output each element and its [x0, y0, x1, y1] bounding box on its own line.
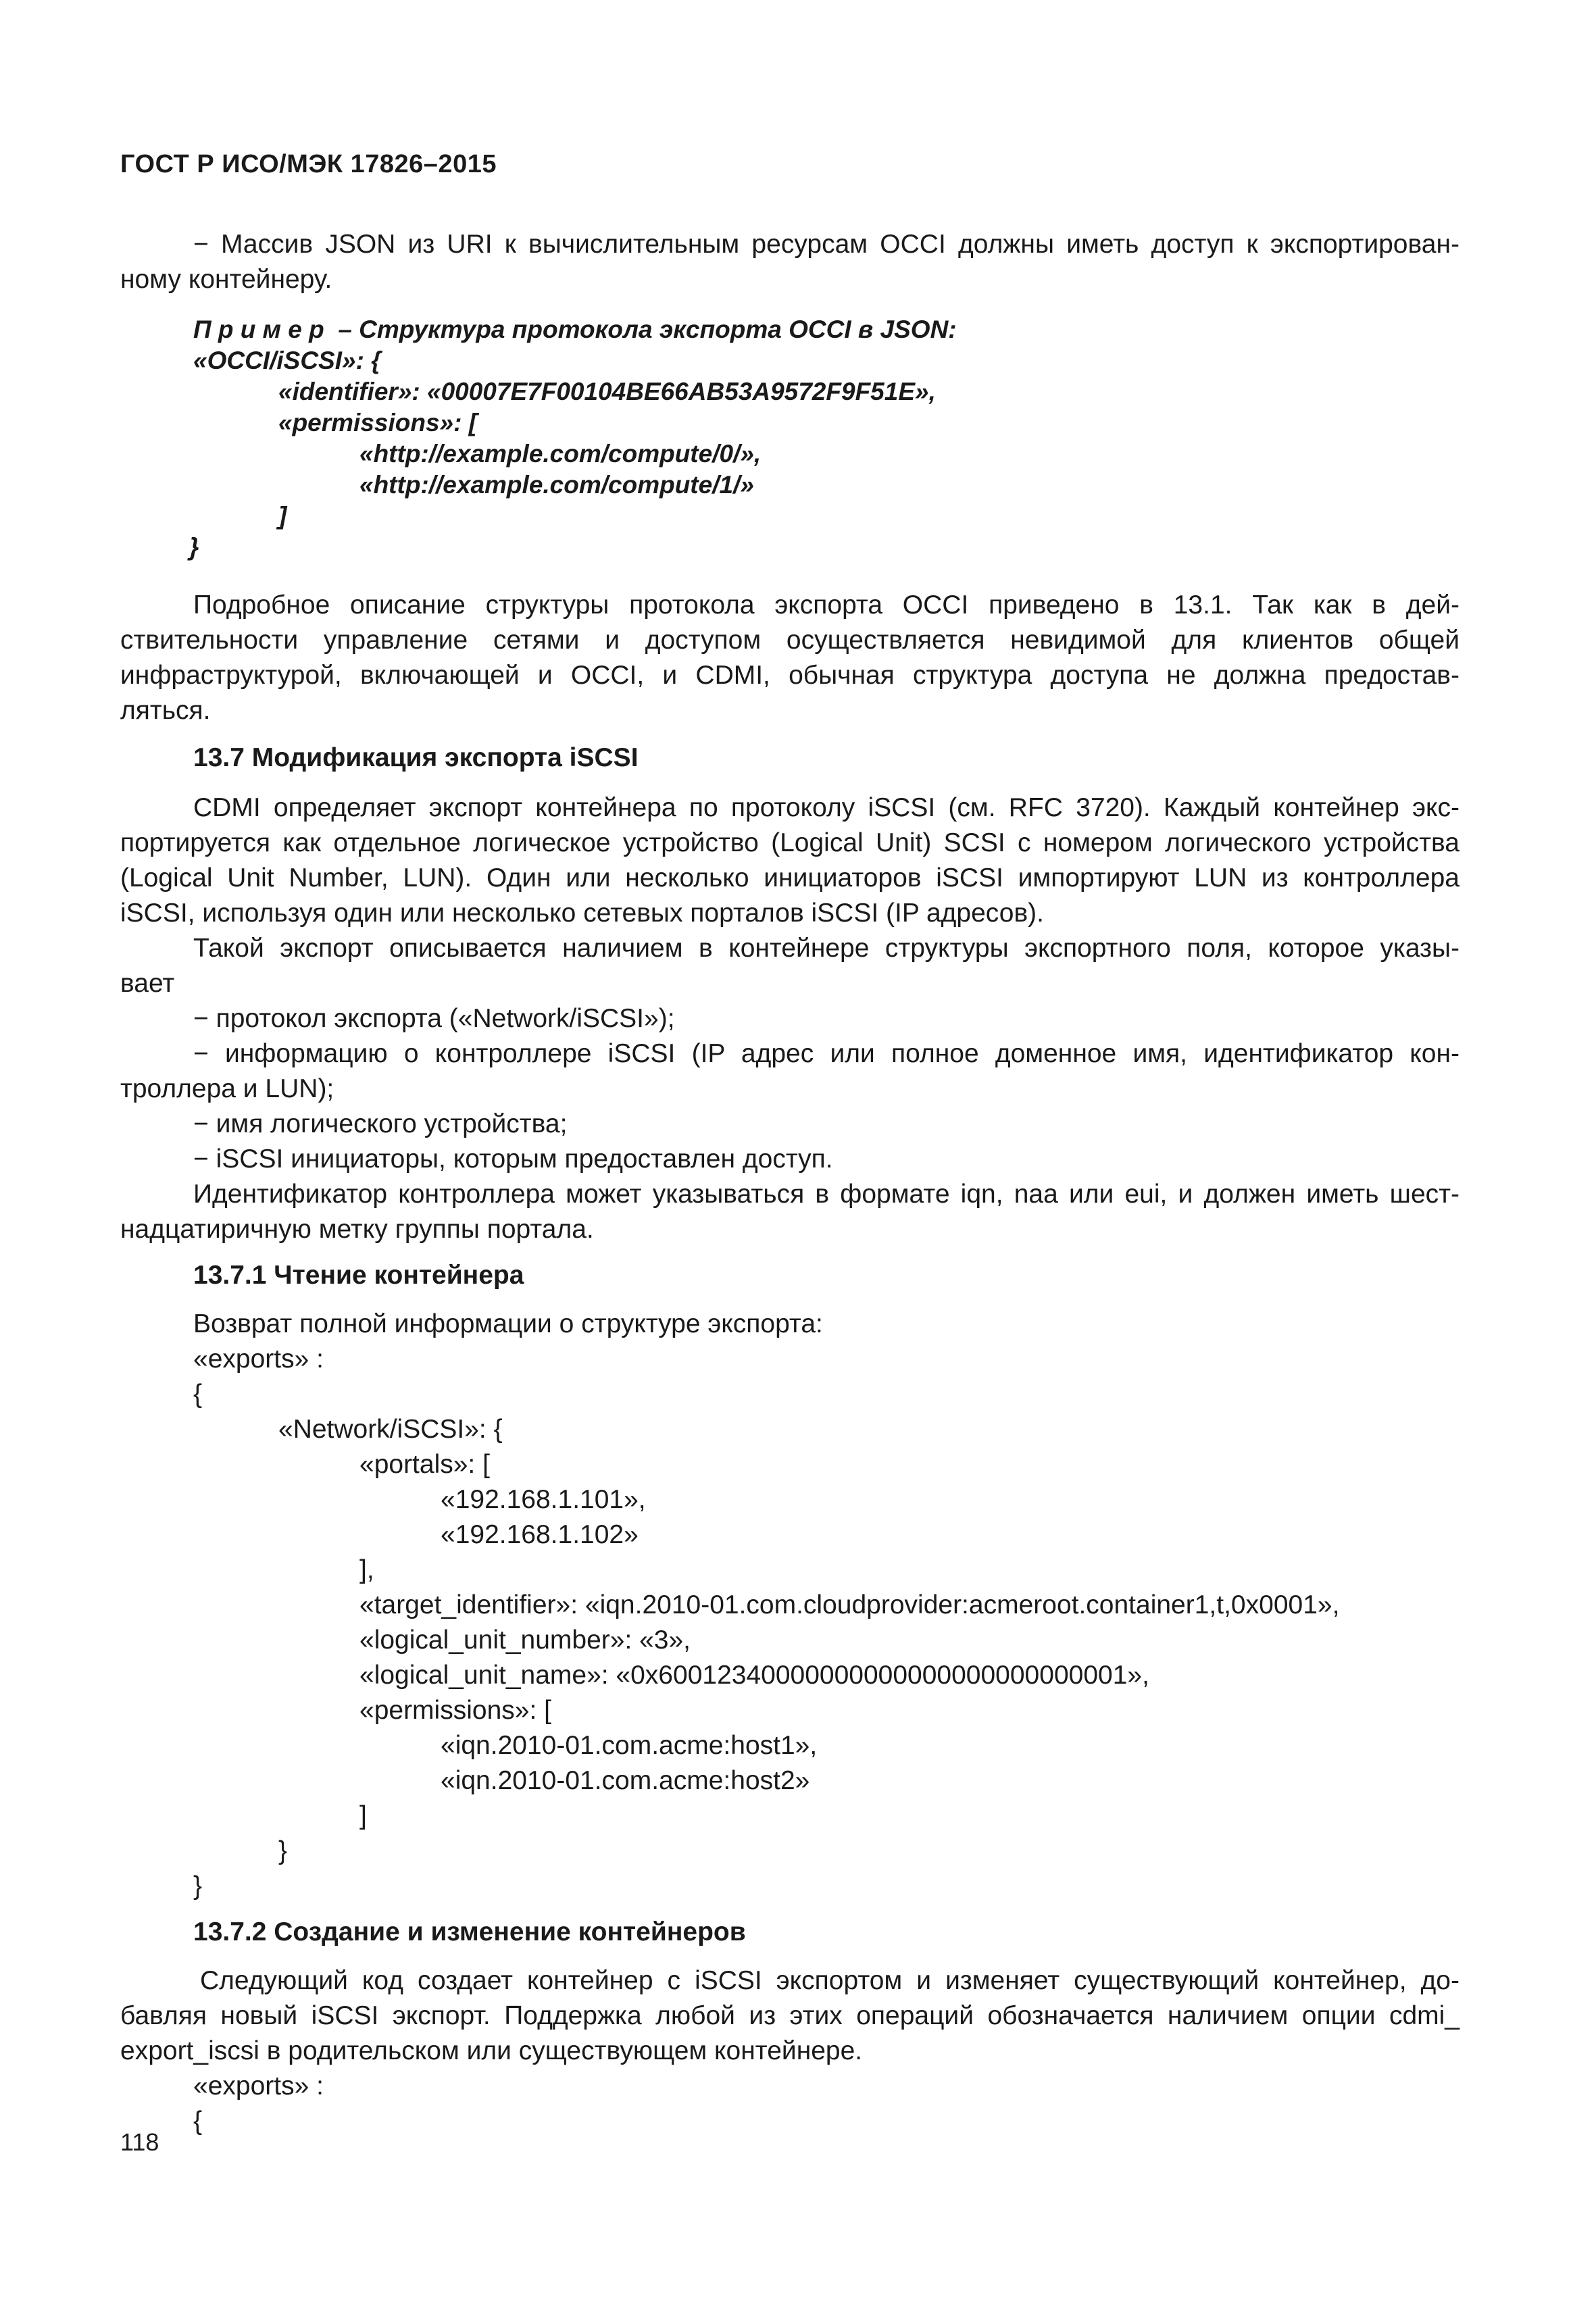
code-line: {	[193, 2107, 203, 2136]
code-line: «logical_unit_name»: «0x60012340000000000000000000000001»,	[359, 1661, 1149, 1690]
text-line: ствительности управление сетями и доступом осуществляется невидимой для клиентов общей	[120, 626, 1460, 655]
example-code-line: «http://example.com/compute/0/»,	[359, 440, 762, 468]
code-line: «iqn.2010-01.com.acme:host1»,	[441, 1731, 818, 1760]
text-line: Возврат полной информации о структуре экспорта:	[193, 1309, 823, 1338]
section-heading: 13.7 Модификация экспорта iSCSI	[193, 743, 639, 772]
list-item: − имя логического устройства;	[193, 1109, 568, 1138]
list-item: − iSCSI инициаторы, которым предоставлен доступ.	[193, 1145, 833, 1174]
text-line: CDMI определяет экспорт контейнера по протоколу iSCSI (см. RFC 3720). Каждый контейнер экс-	[193, 793, 1460, 822]
text-line: Подробное описание структуры протокола экспорта OCCI приведено в 13.1. Так как в дей-	[193, 590, 1460, 620]
code-line: «portals»: [	[359, 1450, 490, 1479]
code-line: }	[278, 1836, 288, 1865]
text-line: ляться.	[120, 696, 211, 725]
subsection-heading: 13.7.2 Создание и изменение контейнеров	[193, 1917, 746, 1946]
text-line: портируется как отдельное логическое устройство (Logical Unit) SCSI с номером логического устройства	[120, 828, 1460, 857]
code-line: {	[193, 1380, 203, 1409]
text-line: вает	[120, 969, 175, 998]
code-line: «Network/iSCSI»: {	[278, 1415, 503, 1444]
text-line: export_iscsi в родительском или существующем контейнере.	[120, 2036, 863, 2065]
example-code-line: ]	[278, 502, 287, 530]
example-code-line: «identifier»: «00007E7F00104BE66AB53A9572F9F51E»,	[278, 378, 936, 405]
list-item: − информацию о контроллере iSCSI (IP адрес или полное доменное имя, идентификатор кон-	[193, 1039, 1460, 1068]
page-number: 118	[120, 2128, 159, 2156]
code-line: «exports» :	[193, 2071, 324, 2101]
code-line: ]	[359, 1801, 367, 1830]
code-line: «192.168.1.101»,	[441, 1485, 646, 1514]
code-line: «logical_unit_number»: «3»,	[359, 1626, 691, 1655]
text-line: надцатиричную метку группы портала.	[120, 1215, 594, 1244]
text-line: ному контейнеру.	[120, 265, 332, 294]
code-line: «permissions»: [	[359, 1696, 551, 1725]
text-line: iSCSI, используя один или несколько сетевых порталов iSCSI (IP адресов).	[120, 899, 1044, 928]
code-line: «192.168.1.102»	[441, 1520, 639, 1549]
text-line: инфраструктурой, включающей и OCCI, и CDMI, обычная структура доступа не должна предостав-	[120, 661, 1460, 690]
code-line: ],	[359, 1555, 374, 1584]
example-code-line: «http://example.com/compute/1/»	[359, 471, 754, 499]
text-line: бавляя новый iSCSI экспорт. Поддержка любой из этих операций обозначается наличием опции cdmi_	[120, 2001, 1460, 2030]
code-line: «exports» :	[193, 1344, 324, 1374]
example-code-line: }	[189, 533, 199, 561]
example-code-line: «OCCI/iSCSI»: {	[193, 347, 381, 374]
code-line: «iqn.2010-01.com.acme:host2»	[441, 1766, 810, 1795]
code-line: }	[193, 1871, 203, 1901]
code-line: «target_identifier»: «iqn.2010-01.com.cloudprovider:acmeroot.container1,t,0x0001»,	[359, 1590, 1340, 1619]
text-line: (Logical Unit Number, LUN). Один или несколько инициаторов iSCSI импортируют LUN из контроллера	[120, 863, 1460, 892]
text-line: Идентификатор контроллера может указываться в формате iqn, naa или eui, и должен иметь шест-	[193, 1180, 1460, 1209]
text-line: − Массив JSON из URI к вычислительным ресурсам OCCI должны иметь доступ к экспортирован-	[193, 230, 1460, 259]
example-title: П р и м е р – Структура протокола экспорта OCCI в JSON:	[193, 316, 957, 343]
subsection-heading: 13.7.1 Чтение контейнера	[193, 1261, 524, 1290]
text-line: Такой экспорт описывается наличием в контейнере структуры экспортного поля, которое указы-	[193, 934, 1460, 963]
list-item: − протокол экспорта («Network/iSCSI»);	[193, 1004, 675, 1033]
example-code-line: «permissions»: [	[278, 409, 478, 436]
running-header: ГОСТ Р ИСО/МЭК 17826–2015	[120, 150, 497, 178]
text-line: троллера и LUN);	[120, 1074, 334, 1103]
text-line: Следующий код создает контейнер с iSCSI экспортом и изменяет существующий контейнер, до-	[200, 1966, 1460, 1995]
